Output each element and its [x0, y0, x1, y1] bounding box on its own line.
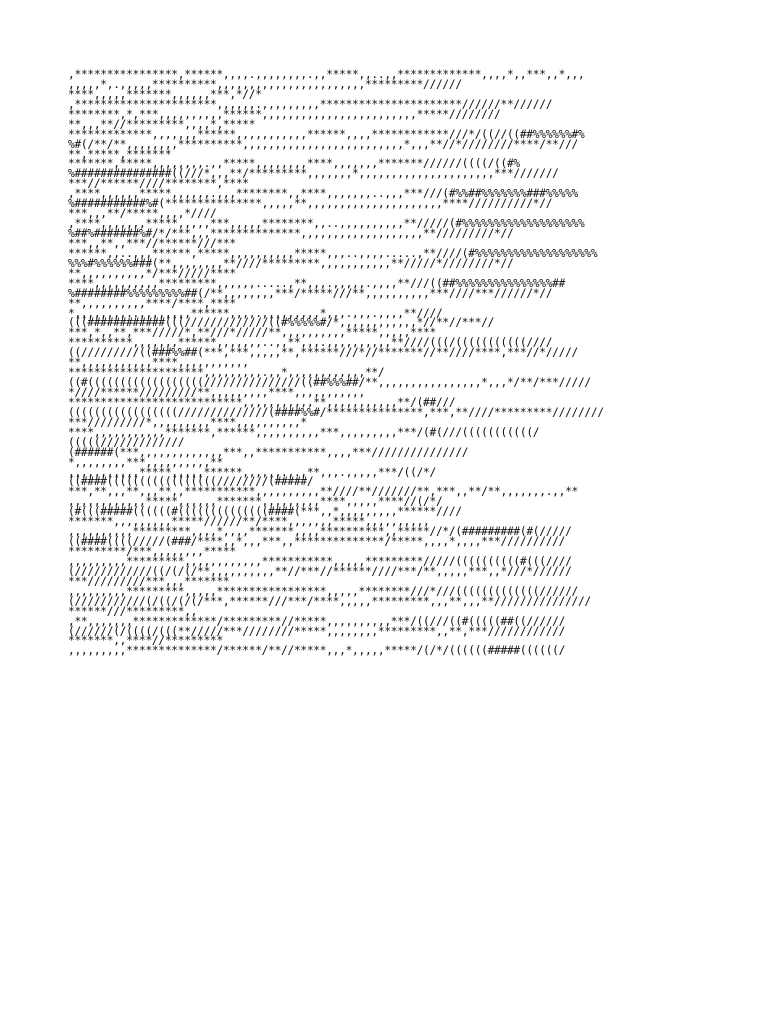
ascii-art-line: (//////(/((((/(((**/////***////////*****,,,,,,,,*********,,**,***//////////// [68, 624, 566, 638]
ascii-art-line: **,*****,******* [68, 147, 172, 161]
ascii-art-line: (((((///////////// [68, 435, 185, 449]
ascii-art-line: ,****,,,,,,,*****,,,,,***,,,,,********,,..,,,,,,,,,,**/////(#%%%%%%%%%%%%%%%%%%% [68, 217, 585, 231]
ascii-art-line: **,,,,,,,,,,,****,,,,,,,,,,, [68, 356, 249, 370]
ascii-art-line: ***/////////*,,,,,,,,,****,,,,,,,,,,* [68, 415, 307, 429]
ascii-art-line: (((((((((((((((((//////////////(####%%#/***************,***,**////*********//////// [68, 405, 604, 419]
ascii-art-line: ,**********************,,,,,,.,,,,,,,,,**********************//////**////// [68, 97, 553, 111]
ascii-art-line: ((/////////((###%%##(***,***,,,,,**,******///*//*******//**////****,***//*///// [68, 346, 578, 360]
ascii-art-line: ,,,,,*,.,,,,,**********,,,,,,,,,,,,,,,,,,,,,,,*********////// [68, 77, 462, 91]
ascii-art-line: ((####((((/////(###/****,,*,,,***,,**************/*****,,,,*,,,,***////////// [68, 535, 566, 549]
ascii-art-line: *******,,****//********* [68, 634, 223, 648]
ascii-art-line: *********************,,,,,,,,,.,,*,,,,,,,,,,,,**/ [68, 366, 385, 380]
ascii-art-line: ,**,,,,,,,*************/*********//*****,,,,,,,,,,***/((///((#(((((##((////// [68, 614, 566, 628]
ascii-art-line: ,,,,,,,,,,*********,,,,*,,,,*******,,,,**********,,*****//*/(#########(#(///// [68, 525, 572, 539]
ascii-art-line: %###############((///*,,,**/*********,,,,,,,*,,,,,,,,,,,,,,,,,,,,,***/////// [68, 167, 559, 181]
ascii-art-line: ***//******////********,**** [68, 177, 249, 191]
ascii-art-line: *////******/////////**,,,,,,,,,****,,,,,,,,,,, [68, 386, 365, 399]
ascii-art-line: %#(/**/**,,,,,,,,**********,,,,,,,,,,,,,,,,,,,,,,,,,*,,,**//*////////****/**/// [68, 137, 578, 151]
ascii-art-line: *******,*****,,,,,,,,.,,*****,,,,,,,,****,,,,,,,*******//////((((/((#% [68, 157, 520, 171]
ascii-art-line: ,,,,,,,,,*********,,,,,,,,,,,,***********,,,,,*********/////((((((((((#(((//// [68, 554, 572, 568]
ascii-art-line: **,,,,,,,,,,*/***/////**** [68, 266, 236, 280]
ascii-art-line: ****,,,,,,,,,,,*******,******,,,,,,,,,,***,,,,,,,,,***/(#(///(((((((((((/ [68, 425, 540, 439]
ascii-art-line: %%%#%%%%%%###(**,,,,,,,,**////*********,,,,,,,,,,,**/////*////////*// [68, 256, 514, 270]
ascii-art-line: ***/////////***,,,******* [68, 574, 230, 588]
ascii-art-line: ,****,,,,,,*****,,,,,,.,,,********,,****,,,,,,,..,,,***///(#%%##%%%%%%%###%%%%% [68, 187, 578, 201]
ascii-art-line: ,,,,,,,,,*********,,,,,*****************,,,,,********///*///(((((((((((((////// [68, 584, 578, 598]
ascii-art-line: **,,,,,,,,,,****/****,**** [68, 296, 236, 310]
ascii-art-line: ***,,,**/*****,,,,*//// [68, 207, 217, 221]
ascii-art-line: ********,*,***,,,,,,,,,,******,,,,,,,,,,,,,,,,,,,,,,,,*****//////// [68, 107, 501, 121]
ascii-art-line: **********,,,,,,,******,,,,,,,..,,**,,,.,,,,,,,,,,**////(((/(((((((((((//// [68, 336, 553, 350]
ascii-art-line: ***************************,,,,,,,,,,,**,,,,,,,,,,,**/(##/// [68, 395, 456, 409]
ascii-art-line: **,,,**//*********,,,,*,***** [68, 117, 256, 131]
ascii-art-line: *,,,,,,,,..,,,,,,,,******,,,,.,,,,,,,,,*,,,.,,,.,,,,**//// [68, 306, 443, 320]
ascii-art-line: (######(***,,,,,,,,,,,,,***,,***********,,,,***/////////////// [68, 445, 469, 459]
ascii-art-line: ******///*********,, [68, 604, 198, 618]
ascii-art-line: ****,,,,,,,,,,*********,,,,,,.....,**,,,.,,,,,.,,,,**///((##%%%%%%%%%%%%%%%## [68, 276, 566, 290]
ascii-art-line: *************,,,,,,,******,,,,,,,,,,,******,,,,************///*/((//((##%%%%%%#% [68, 127, 585, 141]
ascii-art-line: *,,,,,,,,***,,,,,,,,,,** [68, 455, 223, 469]
ascii-art-line: ((#((((((((((((((((((///////////////((##%%%##/**,,,,,,,,,,,,,,,,*,,,*/**/***///// [68, 376, 591, 390]
ascii-art-line: %##%#######%#/*/***,,,**************,,,,,,,,,,,,,,,,,,,**/////////*// [68, 227, 514, 240]
ascii-art-line: (#(((#####((((((#((((((((((((((####(***,,*,,,,,,,,,******//// [68, 505, 462, 519]
ascii-art-line: ,,,,,,,,,,,,*****,,,,,,*******,,,,,,,,,****,,,,,****//(/*/ [68, 495, 443, 509]
ascii-art-line: ,,,,,,,,,,,*****,,,,,******,,,,,,.,.,**,,,.,,,,,***/((/*/ [68, 465, 436, 479]
ascii-art-line: ****,,,,,*******,,,,,,***,*//* [68, 87, 262, 101]
ascii-art-line: ,,,,,,,,,**************/******/**//*****,,,*,,,,,*****/(/*/((((((#####((((((/ [68, 644, 566, 658]
ascii-art-line: ******,,..,,,******,*****,,,,,,,,,,*****,,,..,,,,.....,**////(#%%%%%%%%%%%%%%%%%%% [68, 246, 598, 260]
ascii-art-line: ***,,**,,***//******///*** [68, 236, 236, 250]
ascii-art-line: *********/***,,,,,,,,***** [68, 545, 236, 558]
ascii-art-line: %###########%#(***************,,,,,**,,,,,,,,,,,,,,,,,,,,,****//////////*// [68, 197, 553, 211]
ascii-art-block [68, 70, 708, 656]
ascii-art-line: (///////////(/((/(/(/***,******///***/****,,,,,*********,,,**,,,**/////////////// [68, 594, 591, 608]
ascii-art-line: ***,**,,,**,,,**,,***********,,,,,,,,,,**////**///////**,***,,**/**,,,,,,,.,,** [68, 485, 578, 499]
ascii-art-line: %########%%%%%%%%%##(/**,,,,,,,,***/*****///**,,,,,,,,,,***////***//////*// [68, 286, 553, 300]
ascii-art-line: (((############(((/////////////((#%%%%%#/*,,,,,,,,,,,,*//**//***// [68, 316, 495, 330]
ascii-art-line: ((####(((((((((((((((((////////(#####/ [68, 475, 314, 489]
ascii-art-line: ,****************,******,,,,.,,,,,,,,.,,*****,,..,,*************,,,,*,,***,,*,,, [68, 68, 585, 81]
ascii-art-line: ***,*,,**,***/////*,**///*/////**,,,,,,,,,,*****,,,,,**** [68, 326, 436, 340]
ascii-art-line: (////////////((/(/(/**,,,,,,,,,,**//***//******////***/**,,,,,***,,*///*////// [68, 564, 572, 578]
ascii-art-line: *******,,,,,,,,,*****//////**/****,,,,,,,*****,,,,,,,,,, [68, 515, 430, 529]
